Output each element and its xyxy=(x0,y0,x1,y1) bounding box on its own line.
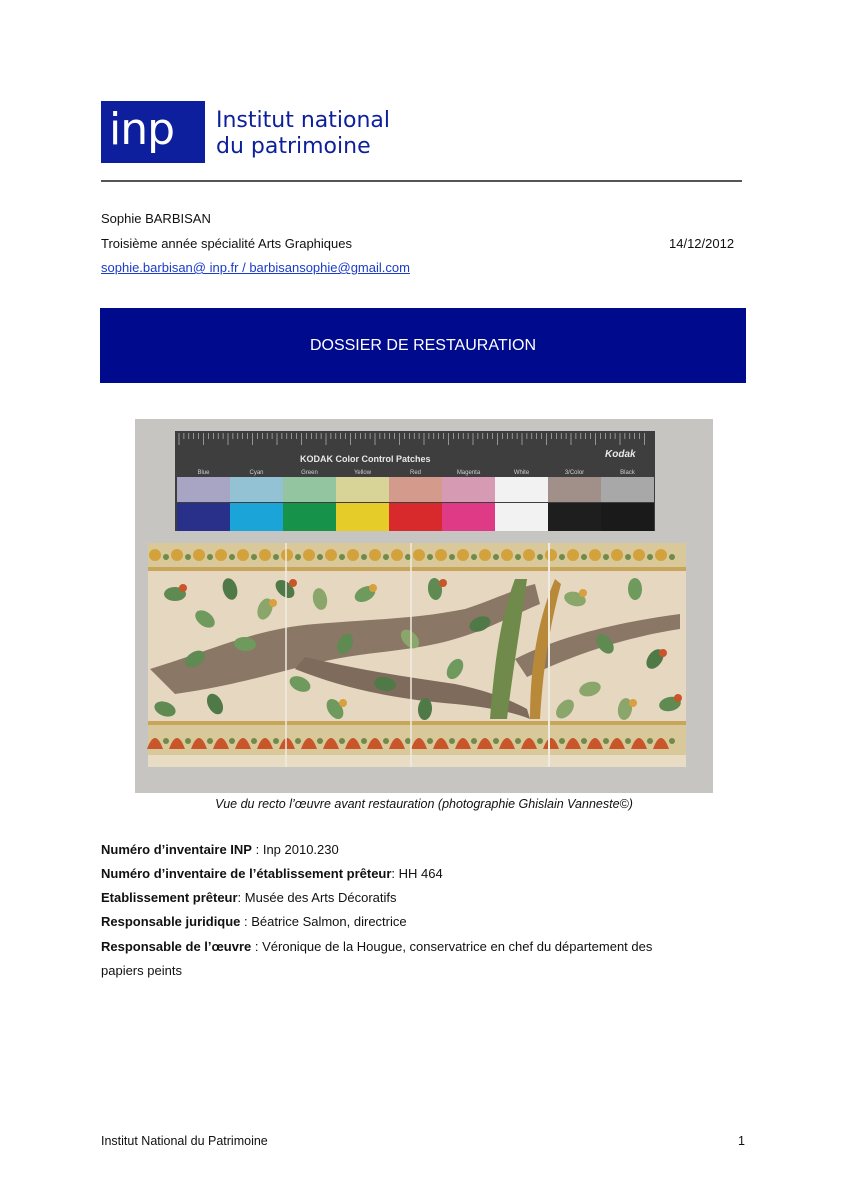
patch-label: Cyan xyxy=(249,470,264,476)
page-number: 1 xyxy=(738,1134,745,1148)
inp-logo-mark: inp xyxy=(101,101,205,163)
field-value: HH 464 xyxy=(398,866,443,881)
color-control-strip xyxy=(175,431,655,531)
title-banner xyxy=(100,308,746,383)
wallpaper-fragment xyxy=(147,543,686,767)
patch-label: Blue xyxy=(197,470,210,476)
patch-label: Black xyxy=(620,470,635,476)
institution-name-line2: du patrimoine xyxy=(216,134,371,159)
field-separator: : xyxy=(240,914,252,929)
field-value: Béatrice Salmon, directrice xyxy=(251,914,407,929)
field-legal-responsible xyxy=(101,914,407,930)
field-label: Etablissement prêteur xyxy=(101,890,238,905)
author-program: Troisième année spécialité Arts Graphiques xyxy=(101,236,352,251)
field-inventory-inp xyxy=(101,842,339,858)
field-label: Responsable juridique xyxy=(101,914,241,929)
field-value: Véronique de la Hougue, conservatrice en chef du département des xyxy=(262,939,653,954)
document-title: DOSSIER DE RESTAURATION xyxy=(309,336,537,354)
field-separator: : xyxy=(251,842,263,857)
field-lending-institution xyxy=(101,890,397,906)
institution-name xyxy=(216,108,390,160)
field-label: Numéro d’inventaire de l’établissement prêteur xyxy=(101,866,392,881)
photo-caption: Vue du recto l’œuvre avant restauration (photographie Ghislain Vanneste©) xyxy=(215,797,633,811)
artwork-photo xyxy=(135,419,713,793)
field-label: Numéro d’inventaire INP xyxy=(101,842,252,857)
field-work-responsible xyxy=(101,939,652,955)
patch-label: 3/Color xyxy=(564,470,585,476)
patch-label: Red xyxy=(409,470,422,476)
field-separator: : xyxy=(391,866,399,881)
document-date: 14/12/2012 xyxy=(669,236,735,251)
patch-label: Yellow xyxy=(353,470,372,476)
author-name: Sophie BARBISAN xyxy=(101,211,211,226)
field-separator: : xyxy=(251,939,263,954)
institution-name-line1: Institut national xyxy=(216,108,390,133)
field-separator: : xyxy=(237,890,245,905)
field-value: Musée des Arts Décoratifs xyxy=(244,890,397,905)
header-divider xyxy=(101,180,742,182)
patch-label: Green xyxy=(301,470,318,476)
field-inventory-lender xyxy=(101,866,443,882)
field-work-responsible-continued: papiers peints xyxy=(101,963,182,978)
field-label: Responsable de l’œuvre xyxy=(101,939,252,954)
patch-label: White xyxy=(513,470,530,476)
footer-institution: Institut National du Patrimoine xyxy=(101,1134,268,1148)
field-value: Inp 2010.230 xyxy=(262,842,339,857)
patch-label: Magenta xyxy=(456,470,481,476)
author-email-link[interactable]: sophie.barbisan@ inp.fr / barbisansophie@gmail.com xyxy=(101,260,410,275)
color-chart-brand: Kodak xyxy=(605,449,636,460)
color-chart-title: KODAK Color Control Patches xyxy=(300,454,431,464)
